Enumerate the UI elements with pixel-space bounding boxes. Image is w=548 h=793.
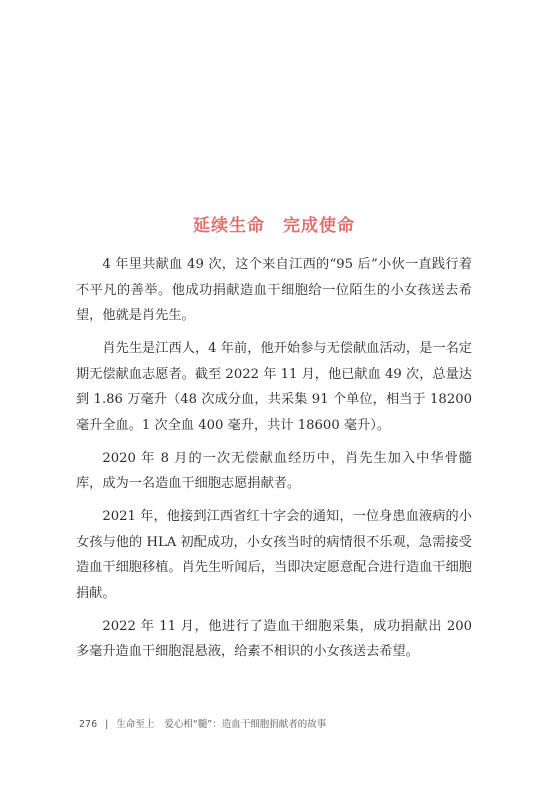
series-title: 生命至上: [116, 719, 155, 730]
paragraph: 肖先生是江西人，4 年前，他开始参与无偿献血活动，是一名定期无偿献血志愿者。截至 2022 年 11 月，他已献血 49 次，总量达到 1.86 万毫升（48 次成分血，共采集 91 个单位，相当于 18200 毫升全血。1 次全血 400 毫升，共计 18600 毫升）。: [76, 341, 472, 433]
article-title: 延续生命 完成使命: [193, 216, 355, 237]
footer-separator: |: [105, 719, 109, 730]
paragraph: 4 年里共献血 49 次，这个来自江西的“95 后”小伙一直践行着不平凡的善举。他成功捐献造血干细胞给一位陌生的小女孩送去希望，他就是肖先生。: [76, 257, 472, 323]
paragraph: 2022 年 11 月，他进行了造血干细胞采集，成功捐献出 200 多毫升造血干细胞混悬液，给素不相识的小女孩送去希望。: [76, 618, 472, 659]
book-title: 爱心相“髓”：造血干细胞捐献者的故事: [164, 719, 327, 730]
paragraph: 2020 年 8 月的一次无偿献血经历中，肖先生加入中华骨髓库，成为一名造血干细胞志愿捐献者。: [76, 450, 472, 491]
paragraph: 2021 年，他接到江西省红十字会的通知，一位身患血液病的小女孩与他的 HLA 初配成功，小女孩当时的病情很不乐观，急需接受造血干细胞移植。肖先生听闻后，当即决定愿意配合进行造血干细胞捐献。: [76, 509, 472, 601]
article-body: [76, 252, 472, 672]
page-number: 276: [79, 719, 98, 730]
page-footer: [79, 716, 326, 730]
